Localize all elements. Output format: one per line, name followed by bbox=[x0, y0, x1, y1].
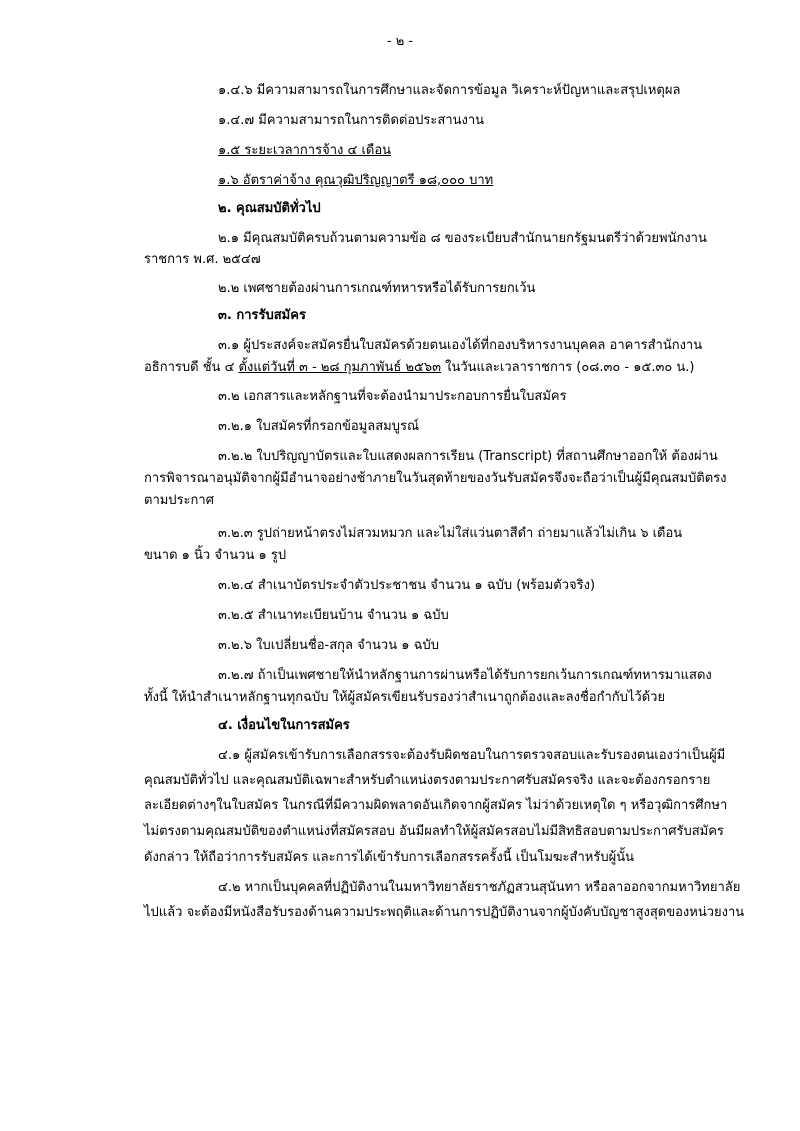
page-number: - ๒ - bbox=[386, 34, 414, 49]
para-3-2-2-line2: การพิจารณาอนุมัติจากผู้มีอำนาจอย่างช้าภายในวันสุดท้ายของวันรับสมัครจึงจะถือว่าเป็นผู้มีคุณสมบัติตรง bbox=[144, 471, 727, 486]
heading-2: ๒. คุณสมบัติทั่วไป bbox=[218, 201, 321, 216]
para-3-2-6: ๓.๒.๖ ใบเปลี่ยนชื่อ-สกุล จำนวน ๑ ฉบับ bbox=[218, 638, 439, 653]
para-4-2-line2: ไปแล้ว จะต้องมีหนังสือรับรองด้านความประพฤติและด้านการปฏิบัติงานจากผู้บังคับบัญชาสูงสุดของหน่วยงาน bbox=[144, 905, 745, 920]
para-4-1-line2: คุณสมบัติทั่วไป และคุณสมบัติเฉพาะสำหรับตำแหน่งตรงตามประกาศรับสมัครจริง และจะต้องกรอกราย bbox=[144, 773, 711, 788]
heading-3: ๓. การรับสมัคร bbox=[218, 308, 306, 323]
heading-1-5: ๑.๕ ระยะเวลาการจ้าง ๔ เดือน bbox=[218, 143, 392, 158]
para-3-1-line1: ๓.๑ ผู้ประสงค์จะสมัครยื่นใบสมัครด้วยตนเองได้ที่กองบริหารงานบุคคล อาคารสำนักงาน bbox=[218, 338, 703, 353]
heading-1-6: ๑.๖ อัตราค่าจ้าง คุณวุฒิปริญญาตรี ๑๘,๐๐๐ บาท bbox=[218, 173, 494, 188]
application-period: ตั้งแต่วันที่ ๓ - ๒๘ กุมภาพันธ์ ๒๕๖๓ bbox=[238, 360, 441, 375]
para-2-1-line2: ราชการ พ.ศ. ๒๕๔๗ bbox=[144, 252, 261, 267]
para-3-2-2-line1: ๓.๒.๒ ใบปริญญาบัตรและใบแสดงผลการเรียน (Transcript) ที่สถานศึกษาออกให้ ต้องผ่าน bbox=[218, 449, 718, 464]
para-3-2-3-line1: ๓.๒.๓ รูปถ่ายหน้าตรงไม่สวมหมวก และไม่ใส่แว่นตาสีดำ ถ่ายมาแล้วไม่เกิน ๖ เดือน bbox=[218, 526, 683, 541]
para-4-1-line5: ดังกล่าว ให้ถือว่าการรับสมัคร และการได้เข้ารับการเลือกสรรครั้งนี้ เป็นโมฆะสำหรับผู้นั้น bbox=[144, 850, 634, 865]
para-3-2-7-line1: ๓.๒.๗ ถ้าเป็นเพศชายให้นำหลักฐานการผ่านหรือได้รับการยกเว้นการเกณฑ์ทหารมาแสดง bbox=[218, 668, 712, 683]
item-1-4-7: ๑.๔.๗ มีความสามารถในการติดต่อประสานงาน bbox=[218, 113, 485, 128]
para-3-2-2-line3: ตามประกาศ bbox=[144, 493, 214, 508]
para-3-2-1: ๓.๒.๑ ใบสมัครที่กรอกข้อมูลสมบูรณ์ bbox=[218, 419, 420, 434]
para-4-2-line1: ๔.๒ หากเป็นบุคคลที่ปฏิบัติงานในมหาวิทยาลัยราชภัฏสวนสุนันทา หรือลาออกจากมหาวิทยาลัย bbox=[218, 880, 741, 895]
para-4-1-line4: ไม่ตรงตามคุณสมบัติของตำแหน่งที่สมัครสอบ อันมีผลทำให้ผู้สมัครสอบไม่มีสิทธิสอบตามประกาศรับสมัคร bbox=[144, 824, 724, 839]
para-3-2-4: ๓.๒.๔ สำเนาบัตรประจำตัวประชาชน จำนวน ๑ ฉบับ (พร้อมตัวจริง) bbox=[218, 578, 596, 593]
para-4-1-line1: ๔.๑ ผู้สมัครเข้ารับการเลือกสรรจะต้องรับผิดชอบในการตรวจสอบและรับรองตนเองว่าเป็นผู้มี bbox=[218, 748, 726, 763]
heading-4: ๔. เงื่อนไขในการสมัคร bbox=[218, 718, 350, 733]
para-3-1-floor: อธิการบดี ชั้น ๔ bbox=[144, 360, 239, 375]
para-3-1-hours: ในวันและเวลาราชการ (๐๘.๓๐ - ๑๕.๓๐ น.) bbox=[441, 360, 695, 375]
para-3-2-7-line2: ทั้งนี้ ให้นำสำเนาหลักฐานทุกฉบับ ให้ผู้สมัครเขียนรับรองว่าสำเนาถูกต้องและลงชื่อกำกับไว้ด้วย bbox=[144, 690, 666, 705]
para-2-2: ๒.๒ เพศชายต้องผ่านการเกณฑ์ทหารหรือได้รับการยกเว้น bbox=[218, 281, 536, 296]
item-1-4-6: ๑.๔.๖ มีความสามารถในการศึกษาและจัดการข้อมูล วิเคราะห์ปัญหาและสรุปเหตุผล bbox=[218, 83, 681, 98]
para-2-1-line1: ๒.๑ มีคุณสมบัติครบถ้วนตามความข้อ ๘ ของระเบียบสำนักนายกรัฐมนตรีว่าด้วยพนักงาน bbox=[218, 231, 707, 246]
para-3-2: ๓.๒ เอกสารและหลักฐานที่จะต้องนำมาประกอบการยื่นใบสมัคร bbox=[218, 389, 567, 404]
para-3-2-3-line2: ขนาด ๑ นิ้ว จำนวน ๑ รูป bbox=[144, 548, 287, 563]
para-3-2-5: ๓.๒.๕ สำเนาทะเบียนบ้าน จำนวน ๑ ฉบับ bbox=[218, 608, 449, 623]
para-3-1-line2 bbox=[144, 358, 695, 378]
para-4-1-line3: ละเอียดต่างๆในใบสมัคร ในกรณีที่มีความผิดพลาดอันเกิดจากผู้สมัคร ไม่ว่าด้วยเหตุใด ๆ หรือวุฒิการศึกษา bbox=[144, 798, 728, 813]
